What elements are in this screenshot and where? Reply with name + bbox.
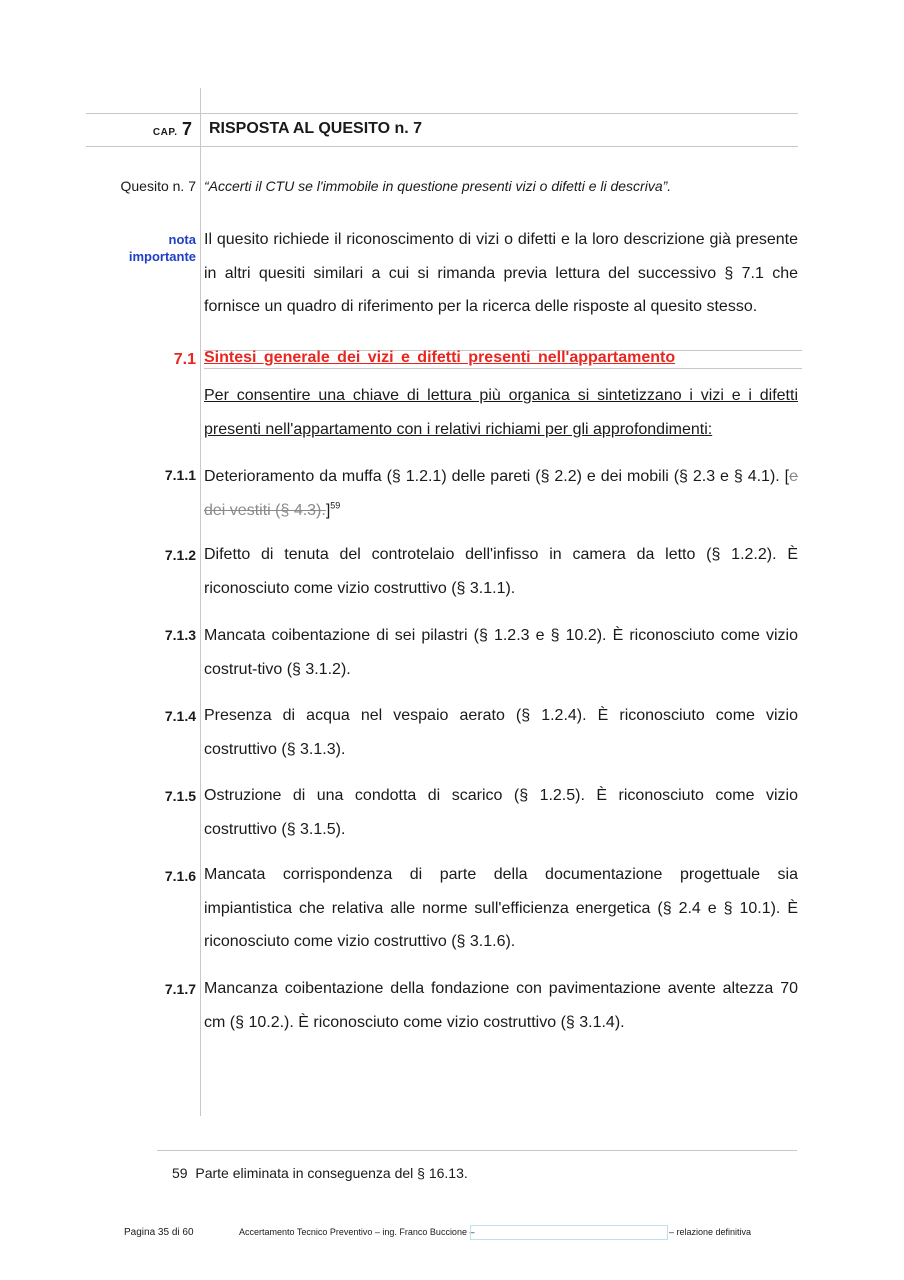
chapter-label xyxy=(120,119,192,140)
page-number: Pagina 35 di 60 xyxy=(124,1227,194,1238)
item-number: 7.1.6 xyxy=(164,868,196,884)
item-number: 7.1.4 xyxy=(164,708,196,724)
footnote-number: 59 xyxy=(172,1165,188,1181)
footnote-separator xyxy=(157,1150,797,1151)
item-number: 7.1.5 xyxy=(164,788,196,804)
chapter-number: 7 xyxy=(181,119,192,139)
quesito-label: Quesito n. 7 xyxy=(120,178,196,194)
item-text-close: ] xyxy=(325,501,331,519)
chapter-top-rule xyxy=(86,113,798,114)
item-number: 7.1.1 xyxy=(164,467,196,483)
item-text: Presenza di acqua nel vespaio aerato (§ 1.2.4). È riconosciuto come vizio costruttivo (§ 3.1.3). xyxy=(204,707,798,758)
section-title: Sintesi generale dei vizi e difetti presenti nell'appartamento xyxy=(204,349,676,366)
chapter-prefix: CAP. xyxy=(152,127,178,138)
item-text-deleted: e dei vestiti (§ 4.3). xyxy=(204,468,798,519)
chapter-title: RISPOSTA AL QUESITO n. 7 xyxy=(209,120,423,137)
footer-suffix: – relazione definitiva xyxy=(669,1227,752,1237)
item-number: 7.1.7 xyxy=(164,981,196,997)
section-intro: Per consentire una chiave di lettura più organica si sintetizzano i vizi e i difetti presenti nell'appartamento con i relativi richiami per gli approfondimenti: xyxy=(204,387,798,438)
section-number: 7.1 xyxy=(173,351,196,368)
chapter-bottom-rule xyxy=(86,146,798,147)
item-text: Mancanza coibentazione della fondazione con pavimentazione avente altezza 70 cm (§ 10.2.). È riconosciuto come vizio costruttivo (§ 3.1.4). xyxy=(204,980,798,1031)
footnote-text: Parte eliminata in conseguenza del § 16.13. xyxy=(195,1165,468,1181)
item-number: 7.1.3 xyxy=(164,627,196,643)
item-text: Ostruzione di una condotta di scarico (§ 1.2.5). È riconosciuto come vizio costruttivo (§ 3.1.5). xyxy=(204,787,798,838)
nota-line-1: nota xyxy=(168,232,196,247)
item-number: 7.1.2 xyxy=(164,547,196,563)
nota-text: Il quesito richiede il riconoscimento di vizi o difetti e la loro descrizione già presente in altri quesiti similari a cui si rimanda previa lettura del successivo § 7.1 che fornisce un quadro di riferimento per la ricerca delle risposte al quesito stesso. xyxy=(204,231,798,315)
quesito-text: “Accerti il CTU se l'immobile in questione presenti vizi o difetti e li descriva”. xyxy=(204,178,672,194)
margin-rule xyxy=(200,88,201,1116)
section-bottom-rule xyxy=(204,368,802,369)
nota-line-2: importante xyxy=(128,249,196,264)
item-text xyxy=(204,460,798,527)
item-text: Difetto di tenuta del controtelaio dell'infisso in camera da letto (§ 1.2.2). È riconosciuto come vizio costruttivo (§ 3.1.1). xyxy=(204,546,798,597)
footer-doc-title: Accertamento Tecnico Preventivo – ing. Franco Buccione – xyxy=(239,1227,475,1237)
nota-importante-label xyxy=(116,231,196,265)
footer-redacted-field xyxy=(470,1225,668,1240)
item-text-main: Deterioramento da muffa (§ 1.2.1) delle pareti (§ 2.2) e dei mobili (§ 2.3 e § 4.1). [ xyxy=(204,468,790,485)
item-text: Mancata coibentazione di sei pilastri (§ 1.2.3 e § 10.2). È riconosciuto come vizio costrut-tivo (§ 3.1.2). xyxy=(204,627,798,678)
footnote-ref[interactable]: 59 xyxy=(330,500,341,511)
footnote xyxy=(172,1165,468,1181)
item-text: Mancata corrispondenza di parte della documentazione progettuale sia impiantistica che relativa alle norme sull'efficienza energetica (§ 2.4 e § 10.1). È riconosciuto come vizio costruttivo (§ 3.1.6). xyxy=(204,866,798,950)
